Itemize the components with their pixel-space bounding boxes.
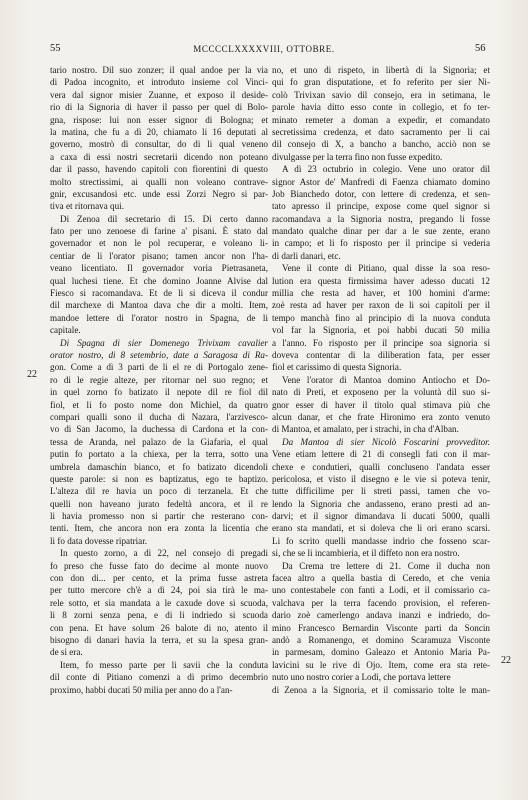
text-line: li havia promesso non si partir che resterano con-	[50, 511, 268, 522]
text-line: proximo, habbi ducati 50 milia per anno do a l'an-	[50, 684, 233, 695]
text-line: erano sta mandati, et si doleva che li ori erano scarsi.	[272, 523, 490, 534]
running-head: MCCCCLXXXXVIII, OTTOBRE.	[193, 44, 335, 54]
text-line: Item, fo messo parte per li savii che la conduta	[60, 659, 268, 670]
text-line: racomandava a la Signoria nostra, pregando li fosse	[272, 213, 490, 224]
text-line: governo, mostrò di consultar, do di li qual veneno	[50, 139, 268, 150]
text-line: colò Trivixan savio dil consejo, era in setimana, le	[272, 89, 490, 100]
text-line: millia che resta ad haver, et 100 homini d'arme:	[272, 288, 490, 299]
text-line: Da Crema tre lettere di 21. Come il ducha non	[282, 560, 490, 571]
text-line: capitale.	[50, 325, 81, 336]
text-line: per tutto mercore ch'è a dì 24, poi sia tirà le ma-	[50, 585, 268, 596]
text-line: parole havia ditto esso conte in collegio, et fo ter-	[272, 102, 490, 113]
text-line: in campo; et li fo risposto per il principe si vederia	[272, 238, 490, 249]
text-line: Vene l'orator di Mantoa domino Antiocho et Do-	[282, 374, 490, 385]
text-line: mandoe lettere di l'orator nostro in Spagna, de li	[50, 312, 268, 323]
text-line: dil conte di Pitiano comenzi a dì primo decembrio	[50, 672, 268, 683]
text-line: Li fo scrito quelli mandasse indrio che fosseno scar-	[272, 535, 490, 546]
text-line: a l'anno. Fo risposto per il principe soa signoria si	[272, 337, 490, 348]
text-line: di Padoa incognito, et introduto insieme col Vinci-	[50, 77, 268, 88]
text-line: Vene il conte di Pitiano, qual disse la soa reso-	[282, 263, 490, 274]
text-line: vo di San Jacomo, la duchessa di Cardona et la con-	[50, 424, 268, 435]
text-line: a caxa di essi nostri secretarii dicendo non poteano	[50, 151, 268, 162]
text-line: tutte difficilime per li streti passi, tamen che vo-	[272, 486, 490, 497]
text-line: governador et non le pol recuperar, e voleano li-	[50, 238, 268, 249]
text-line: gna, rispose: lui non esser signor di Bologna; et	[50, 114, 268, 125]
text-line: lendo la Signoria che andasseno, erano presti ad an-	[272, 498, 490, 509]
text-line: Di Zenoa dil secretario di 15. Di certo danno	[60, 213, 268, 224]
text-line: orator nostro, di 8 setembrio, date a Saragosa di Ra-	[50, 349, 268, 360]
text-line: rio di la Signoria di haver il passo per quel di Bolo-	[50, 102, 268, 113]
text-line: qui fo gran disputatione, et fo referito per sier Ni-	[272, 77, 490, 88]
text-line: compari qualli sono il ducha di Nazara, l'arzivesco-	[50, 411, 268, 422]
left-column	[50, 64, 268, 696]
margin-number-left: 22	[27, 369, 37, 380]
text-line: si, che se li incambieria, et il diffeto non era nostro.	[272, 548, 460, 559]
margin-number-right: 22	[501, 655, 511, 666]
text-line: umbrela damaschin bianco, et fo batizato dicendoli	[50, 461, 268, 472]
text-line: dario zoè camerlengo andava inanzi e indriedo, do-	[272, 610, 490, 621]
text-line: molto strectissimi, ai qualli non voleano contrave-	[50, 176, 268, 187]
text-line: veano licentiato. Il governador voria Pietrasaneta,	[50, 263, 268, 274]
text-line: nuto uno nostro corier a Lodi, che portava lettere	[272, 672, 451, 683]
text-line: vol far la Signoria, et poi habbi ducati 50 milia	[272, 325, 490, 336]
text-line: gnir, excusandosi etc. unde essi Zorzi Negro si par-	[50, 188, 268, 199]
text-line: dar il passo, havendo capitoli con fiorentini di questo	[50, 164, 268, 175]
text-line: zoè resta ad haver per raxon de li soi capitoli per il	[272, 300, 490, 311]
text-line: doveva contentar di la diliberation fata, per esser	[272, 349, 490, 360]
text-line: divulgasse per la terra fino non fusse expedito.	[272, 151, 443, 162]
text-line: con don di... per cento, et la prima fusse astreta	[50, 573, 268, 584]
right-column	[272, 64, 490, 696]
text-line: lution era questa firmissima haver adesso ducati 12	[272, 275, 490, 286]
text-line: li 8 zorni senza pena, e di li indriedo si scuoda	[50, 610, 268, 621]
text-line: darvi; et il signor dimandava li ducati 5000, qualli	[272, 511, 490, 522]
text-line: centiar de li l'orator pisano; tamen ancor non l'ha-	[50, 250, 268, 261]
text-line: lavicini su le rive di Ojo. Item, come era sta rete-	[272, 659, 490, 670]
text-line: andò a Romanengo, et domino Scaramuza Visconte	[272, 634, 490, 645]
page-number-right: 56	[475, 43, 486, 54]
text-line: la matina, che fu a dì 20, chiamato li 16 deputati al	[50, 126, 268, 137]
text-line: in parmesam, domino Galeazo et Antonio Maria Pa-	[272, 647, 490, 658]
text-line: Fiesco si racomandava. Et de li si diceva il condur	[50, 288, 268, 299]
text-line: mino Francesco Bernardin Visconte parti da Soncin	[272, 622, 490, 633]
text-line: quelli non haveano jurato fedeltà ancora, et il re	[50, 498, 268, 509]
text-line: bisogno di danari havia la terra, et su la spesa gran-	[50, 634, 268, 645]
text-line: tario nostro. Dil suo zonzer; il qual andoe per la via	[50, 65, 268, 75]
text-line: gnor esser di haver il titolo qual stimava più che	[272, 399, 490, 410]
text-line: Job Bianchedo dotor, con lettere di credenza, et sen-	[272, 188, 490, 199]
text-line: alcun danar, et che frate Hironimo era zonto venuto	[272, 411, 490, 422]
text-line: vera dal signor misier Zuanne, et exposo il deside-	[50, 89, 268, 100]
page-number-left: 55	[50, 43, 61, 54]
text-line: In questo zorno, a dì 22, nel consejo di pregadi	[60, 548, 268, 559]
text-line: tato apresso il principe, expose come quel signor si	[272, 201, 490, 212]
text-line: nato di Preti, et exposeno per la voluntà dil suo si-	[272, 387, 490, 398]
text-line: gon. Come a dì 3 parti de li el re di Portogalo zene-	[50, 362, 268, 373]
text-line: dil consejo di X, a bancho a bancho, acciò non se	[272, 139, 490, 150]
text-line: fato per uno zenoese di farine a' pisani. È stato dal	[50, 226, 268, 237]
text-line: in quel zorno fo batizato il nepote dil re fiol dil	[50, 387, 268, 398]
text-line: tenti. Item, che ancora non era zonta la licentia che	[50, 523, 268, 534]
text-line: Vene etiam lettere di 21 di consegli fati con il mar-	[272, 449, 490, 460]
text-line: Da Mantoa di sier Nicolò Foscarini provveditor.	[282, 436, 490, 447]
text-line: signor Astor de' Manfredi di Faenza chiamato domino	[272, 176, 490, 187]
text-line: uno contestabele con fanti a Lodi, et il comissario ca-	[272, 585, 490, 596]
text-line: di Mantoa, et amalato, per i strachi, in cha d'Alban.	[272, 424, 459, 435]
text-line: fiol, et li fo posto nome don Michiel, da quatro	[50, 399, 268, 410]
text-line: queste parole: si non es baptizatus, ego te baptizo.	[50, 473, 268, 484]
text-line: valchava per la terra facendo provision, el referen-	[272, 597, 490, 608]
text-line: minato remeter a doman a expedir, et comandato	[272, 114, 490, 125]
text-line: qual luchesi tiene. Et che domino Joanne Alvise dal	[50, 275, 268, 286]
text-line: rele sotto, et sia mandata a le caxude dove si scuoda,	[50, 597, 268, 608]
text-line: con pena. Et have solum 26 balote di no, atento il	[50, 622, 268, 633]
text-line: Di Spagna di sier Domenego Trivixam cavalier	[60, 337, 268, 348]
text-line: tessa de Aranda, nel palazo de la Giafaria, el qual	[50, 436, 268, 447]
text-line: L'alteza dil re havia un poco di terzanela. Et che	[50, 486, 268, 497]
text-line: di Zenoa a la Signoria, et il comissario tolte le man-	[272, 684, 490, 695]
text-line: de si era.	[50, 647, 83, 658]
text-line: putin fo portato a la chiexa, per la terra, sotto una	[50, 449, 268, 460]
text-line: ro di le regie alteze, per ritornar nel suo regno; et	[50, 374, 268, 385]
text-line: tiva et ritornava qui.	[50, 201, 124, 212]
text-line: no, et uno di rispeto, in libertà di la Signoria; et	[272, 65, 490, 75]
text-line: tempo manchà fino al principio di la nuova conduta	[272, 312, 490, 323]
text-line: fiol et carissimo di questa Signoria.	[272, 362, 402, 373]
text-line: dil marchexe di Mantoa dava che dir a molti. Item,	[50, 300, 268, 311]
text-line: chexe e condutieri, qualli concluseno l'andata esser	[272, 461, 490, 472]
text-line: mandato qualche dinar per dar a le sue zente, erano	[272, 226, 490, 237]
text-line: A dì 23 octubrio in colegio. Vene uno orator dil	[282, 164, 490, 175]
text-line: pericolosa, et visto il disegno e le vie si poteva tenir,	[272, 473, 490, 484]
text-line: secretissima credenza, et dato sacramento per li cai	[272, 126, 490, 137]
text-line: facea altro a quella bastia di Ceredo, et che venia	[272, 573, 490, 584]
text-line: di darli danari, etc.	[272, 250, 341, 261]
text-line: li fo data dovesse ripatriar.	[50, 535, 148, 546]
text-line: fo preso che fusse fato do decime al monte nuovo	[50, 560, 268, 571]
